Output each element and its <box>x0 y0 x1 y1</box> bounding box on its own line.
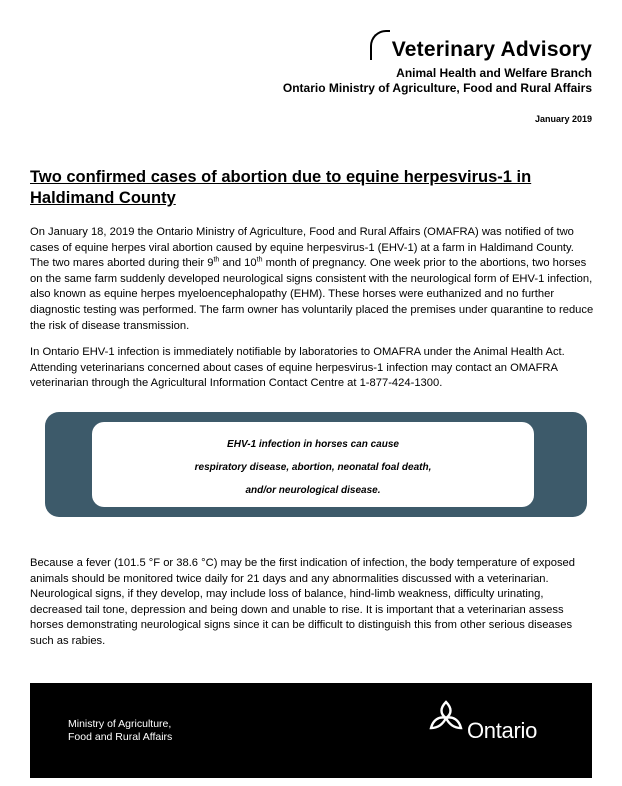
trillium-icon <box>428 700 464 736</box>
callout-line-2: respiratory disease, abortion, neonatal foal death, <box>194 462 432 473</box>
paragraph-notification: On January 18, 2019 the Ontario Ministry of Agriculture, Food and Rural Affairs (OMAFRA) was notified of two cases of equine herpes viral abortion caused by equine herpesvirus-1 (EHV-1) at a farm in Haldimand County. The two mares aborted during their 9th and 10th month of pregnancy. One week prior to the abortions, two horses on the same farm suddenly developed neurological signs consistent with the neurological form of EHV-1 infection, also known as equine herpes myeloencephalopathy (EHM). These horses were euthanized and no further diagnostic testing was performed. The farm owner has voluntarily placed the premises under quarantine to reduce the risk of disease transmission. <box>30 226 594 332</box>
paragraph-monitoring: Because a fever (101.5 °F or 38.6 °C) may be the first indication of infection, the body temperature of exposed animals should be monitored twice daily for 21 days and any abnormalities discussed with a veterinarian. Neurological signs, if they develop, may include loss of balance, hind-limb weakness, difficulty urinating, decreased tail tone, depression and being down and unable to rise. It is important that a veterinarian assess horses demonstrating neurological signs since it can be difficult to distinguish this from other serious diseases such as rabies. <box>30 557 576 647</box>
footer-ministry-line-2: Food and Rural Affairs <box>68 731 173 743</box>
footer-ministry-name <box>68 718 172 744</box>
branch-name: Animal Health and Welfare Branch <box>396 66 592 80</box>
advisory-title: Veterinary Advisory <box>391 38 592 61</box>
footer-ministry-line-1: Ministry of Agriculture, <box>68 718 172 730</box>
callout-line-1: EHV-1 infection in horses can cause <box>227 439 399 450</box>
ministry-name: Ontario Ministry of Agriculture, Food and Rural Affairs <box>282 81 592 95</box>
advisory-date: January 2019 <box>534 114 592 124</box>
callout-line-3: and/or neurological disease. <box>245 485 381 496</box>
article-title: Two confirmed cases of abortion due to equine herpesvirus-1 in Haldimand County <box>30 168 532 207</box>
header-bracket-decoration <box>370 30 390 60</box>
ontario-logo-text: Ontario <box>467 718 538 743</box>
paragraph-reporting: In Ontario EHV-1 infection is immediately notifiable by laboratories to OMAFRA under the Animal Health Act. Attending veterinarians concerned about cases of equine herpesvirus-1 infection may contact an OMAFRA veterinarian through the Agricultural Information Contact Centre at 1-877-424-1300. <box>30 346 565 390</box>
